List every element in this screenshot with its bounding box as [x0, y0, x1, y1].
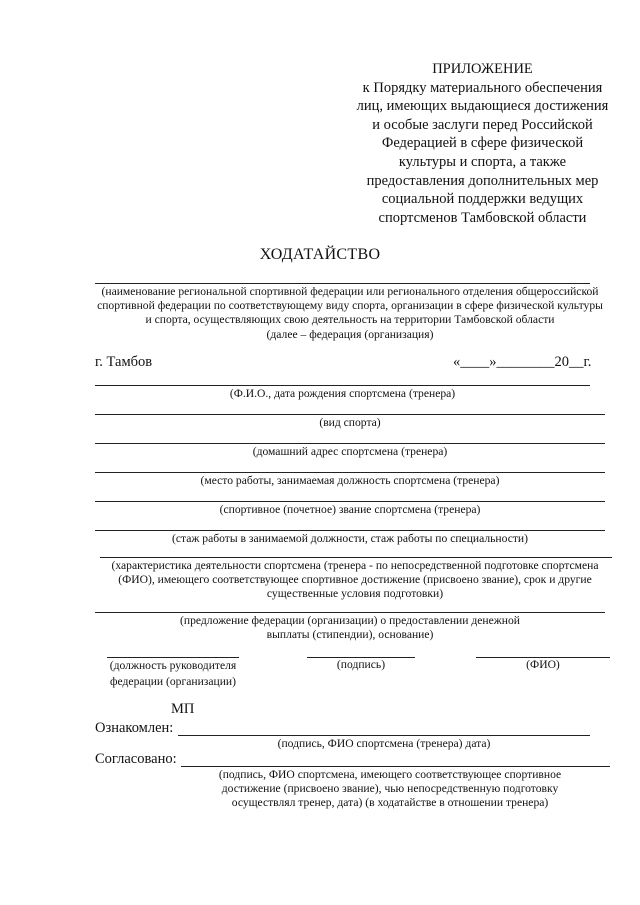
header-line: ПРИЛОЖЕНИЕ: [432, 61, 533, 77]
federation-caption: [80, 285, 620, 342]
agreed-caption: [170, 768, 610, 811]
proposal-line[interactable]: [95, 612, 605, 613]
caption-line: существенные условия подготовки): [266, 587, 444, 601]
characteristic-caption: [90, 559, 620, 602]
header-line: спортсменов Тамбовской области: [378, 209, 587, 226]
header-line: социальной поддержки ведущих: [381, 191, 584, 208]
field-line-title[interactable]: [95, 501, 605, 502]
header-line: лиц, имеющих выдающиеся достижения: [356, 98, 609, 115]
field-line-fio[interactable]: [95, 385, 590, 386]
field-line-workplace[interactable]: [95, 472, 605, 473]
fio-caption: (ФИО): [526, 658, 560, 671]
caption-line: спортивной федерации по соответствующему виду спорта, организации в сфере физической культуры: [97, 299, 603, 313]
city: г. Тамбов: [95, 354, 153, 370]
caption-line: (далее – федерация (организация): [266, 327, 434, 341]
agreed-line[interactable]: [181, 766, 610, 767]
caption-line: (характеристика деятельности спортсмена (тренера - по непосредственной подготовке спортсмена: [111, 559, 599, 572]
header-line: Федерацией в сфере физической: [381, 135, 584, 152]
acquainted-label: Ознакомлен:: [95, 720, 174, 736]
appendix-header: [340, 60, 625, 227]
caption-line: федерации (организации): [110, 674, 236, 688]
header-line: и особые заслуги перед Российской: [372, 116, 593, 133]
federation-line[interactable]: [95, 283, 590, 284]
field-caption-address: (домашний адрес спортсмена (тренера): [252, 445, 448, 458]
caption-line: (подпись, ФИО спортсмена, имеющего соответствующее спортивное: [218, 768, 562, 781]
signature-caption: (подпись): [336, 658, 386, 671]
date-field[interactable]: «____»________20__г.: [453, 354, 592, 370]
caption-line: выплаты (стипендии), основание): [266, 628, 434, 642]
header-line: к Порядку материального обеспечения: [362, 79, 603, 96]
caption-line: и спорта, осуществляющих свою деятельность на территории Тамбовской области: [145, 313, 555, 327]
caption-line: (предложение федерации (организации) о предоставлении денежной: [180, 614, 520, 627]
caption-line: осуществлял тренер, дата) (в ходатайстве в отношении тренера): [231, 796, 549, 810]
acquainted-caption: (подпись, ФИО спортсмена (тренера) дата): [277, 737, 491, 750]
caption-line: (ФИО), имеющего соответствующее спортивное достижение (присвоено звание), срок и другие: [118, 573, 592, 587]
field-caption-experience: (стаж работы в занимаемой должности, стаж работы по специальности): [172, 532, 528, 545]
characteristic-line[interactable]: [100, 557, 612, 558]
field-caption-title: (спортивное (почетное) звание спортсмена (тренера): [219, 503, 481, 516]
field-line-sport[interactable]: [95, 414, 605, 415]
field-line-address[interactable]: [95, 443, 605, 444]
header-line: предоставления дополнительных мер: [366, 172, 599, 189]
caption-line: (наименование региональной спортивной федерации или регионального отделения общероссийской: [101, 285, 599, 298]
position-caption: [95, 658, 251, 689]
document-title: ХОДАТАЙСТВО: [259, 246, 381, 263]
header-line: культуры и спорта, а также: [398, 153, 567, 170]
proposal-caption: [95, 614, 605, 642]
field-caption-sport: (вид спорта): [319, 416, 381, 429]
field-line-experience[interactable]: [95, 530, 605, 531]
caption-line: достижение (присвоено звание), чью непосредственную подготовку: [221, 782, 559, 796]
acquainted-line[interactable]: [178, 735, 590, 736]
field-caption-workplace: (место работы, занимаемая должность спортсмена (тренера): [200, 474, 500, 487]
stamp-mark: МП: [171, 701, 195, 717]
field-caption-fio: (Ф.И.О., дата рождения спортсмена (тренера): [229, 387, 456, 400]
agreed-label: Согласовано:: [95, 751, 177, 767]
caption-line: (должность руководителя: [109, 659, 237, 672]
